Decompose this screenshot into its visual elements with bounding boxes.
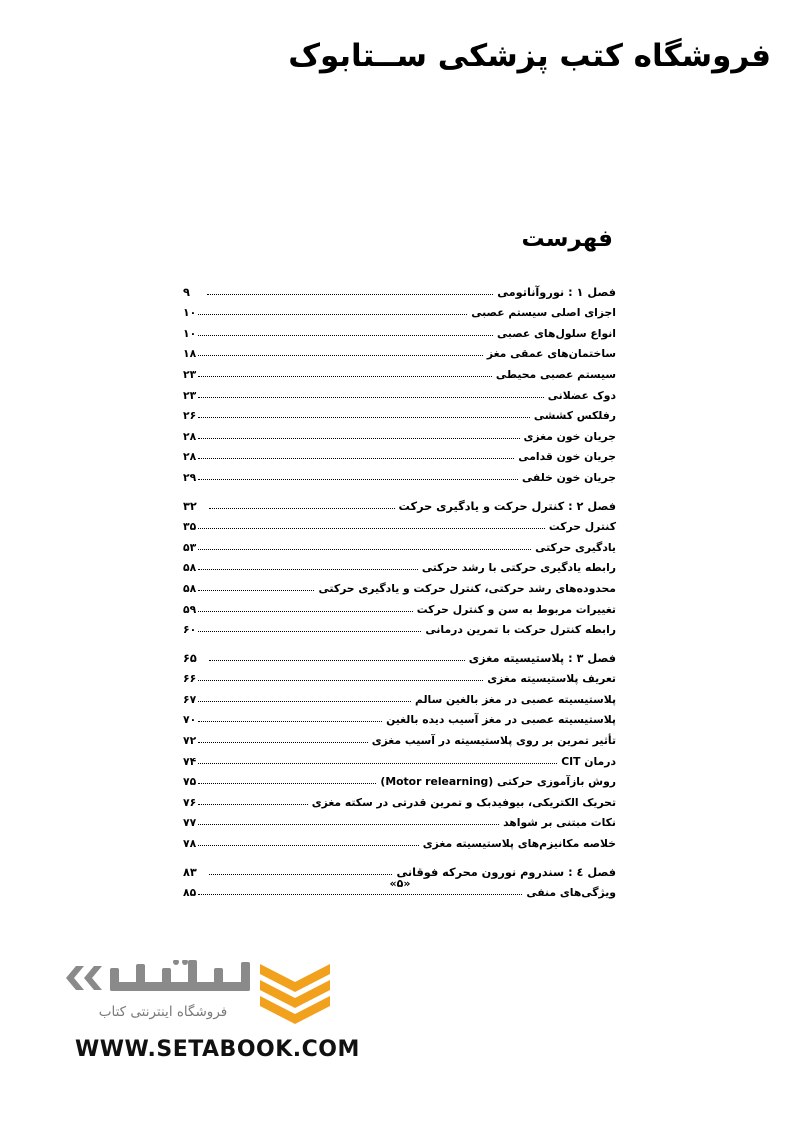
toc-page-number: ۲۸: [183, 450, 197, 464]
toc-page-number: ۸۵: [183, 886, 197, 900]
toc-page-number: ۶۷: [183, 692, 197, 706]
toc-entry-row[interactable]: [183, 616, 616, 637]
toc-chapter: [183, 492, 616, 636]
toc-entry-title: رفلکس کششی: [533, 409, 616, 423]
toc-entry-title: تعریف پلاستیسیته مغزی: [487, 672, 616, 686]
toc-leader-dots: [198, 355, 483, 356]
toc-leader-dots: [198, 845, 419, 846]
toc-leader-dots: [198, 894, 522, 895]
toc-entry-title: ویژگی‌های منفی: [526, 886, 616, 900]
toc-entry-title: پلاستیسیته عصبی در مغز بالغین سالم: [415, 692, 616, 706]
toc-entry-row[interactable]: [183, 340, 616, 361]
toc-leader-dots: [198, 824, 499, 825]
toc-page-number: ۷۴: [183, 754, 197, 768]
toc-entry-row[interactable]: [183, 595, 616, 616]
toc-entry-row[interactable]: [183, 402, 616, 423]
toc-entry-row[interactable]: [183, 574, 616, 595]
toc-chapter-title: فصل ۱ : نوروآناتومی: [497, 285, 616, 299]
setabook-logo: [62, 958, 342, 1028]
toc-chapter-title: فصل ۲ : کنترل حرکت و یادگیری حرکت: [398, 499, 616, 513]
toc-entry-title: تحریک الکتریکی، بیوفیدبک و تمرین قدرتی در سکته مغزی: [311, 795, 616, 809]
toc-entry-title: جریان خون خلفی: [522, 470, 616, 484]
toc-page-number: ۲۳: [183, 367, 197, 381]
toc-leader-dots: [207, 294, 493, 295]
toc-entry-row[interactable]: [183, 829, 616, 850]
toc-page-number: ۲۹: [183, 470, 197, 484]
toc-entry-row[interactable]: [183, 533, 616, 554]
toc-entry-row[interactable]: [183, 319, 616, 340]
toc-entry-row[interactable]: [183, 360, 616, 381]
toc-page-number: ۲۳: [183, 388, 197, 402]
toc-entry-row[interactable]: [183, 665, 616, 686]
toc-leader-dots: [198, 590, 314, 591]
toc-leader-dots: [198, 528, 545, 529]
toc-entry-title: انواع سلول‌های عصبی: [496, 326, 616, 340]
toc-entry-row[interactable]: [183, 299, 616, 320]
store-title: فروشگاه کتب پزشکی ســتابوک: [288, 38, 771, 74]
toc-entry-title: رابطه یادگیری حرکتی با رشد حرکتی: [421, 561, 616, 575]
toc-page-number: ۱۰: [183, 326, 197, 340]
toc-leader-dots: [198, 376, 492, 377]
toc-page-number: ۳۲: [183, 499, 197, 513]
toc-entry-title: محدوده‌های رشد حرکتی، کنترل حرکت و یادگیری حرکتی: [318, 581, 616, 595]
toc-page-number: ۷۶: [183, 795, 197, 809]
toc-page-number: ۷۵: [183, 775, 197, 789]
toc-leader-dots: [198, 479, 518, 480]
toc-entry-title: تأثیر تمرین بر روی پلاستیسیته در آسیب مغزی: [371, 734, 616, 748]
toc-chapter: [183, 644, 616, 850]
toc-leader-dots: [198, 314, 467, 315]
toc-entry-title: جریان خون قدامی: [518, 450, 616, 464]
logo-wordmark: [64, 960, 254, 996]
toc-page-number: ۵۹: [183, 602, 197, 616]
toc-leader-dots: [198, 569, 418, 570]
toc-page-number: ۱۸: [183, 347, 197, 361]
toc-chapter-row[interactable]: [183, 644, 616, 665]
toc-entry-title: رابطه کنترل حرکت با تمرین درمانی: [425, 623, 616, 637]
toc-page-number: ۲۶: [183, 409, 197, 423]
toc-entry-row[interactable]: [183, 747, 616, 768]
toc-page-number: ۵۳: [183, 540, 197, 554]
toc-entry-title: تغییرات مربوط به سن و کنترل حرکت: [416, 602, 616, 616]
toc-entry-title: روش بازآموزی حرکتی (Motor relearning): [380, 775, 616, 789]
toc-leader-dots: [198, 549, 531, 550]
toc-entry-title: دوک عضلانی: [547, 388, 616, 402]
toc-chapter-row[interactable]: [183, 858, 616, 879]
toc-page-number: ۵۸: [183, 581, 197, 595]
toc-page-number: ۷۰: [183, 713, 197, 727]
toc-entry-title: درمان CIT: [561, 754, 616, 768]
toc-entry-row[interactable]: [183, 768, 616, 789]
toc-entry-row[interactable]: [183, 554, 616, 575]
toc-page-number: ۱۰: [183, 306, 197, 320]
toc-entry-row[interactable]: [183, 513, 616, 534]
stacked-chevrons-icon: [260, 958, 330, 1026]
toc-leader-dots: [209, 874, 393, 875]
toc-entry-title: جریان خون مغزی: [523, 429, 616, 443]
toc-page-number: ۲۸: [183, 429, 197, 443]
toc-entry-title: سیستم عصبی محیطی: [495, 367, 616, 381]
toc-leader-dots: [198, 438, 519, 439]
toc-page-number: ۵۸: [183, 561, 197, 575]
toc-entry-row[interactable]: [183, 463, 616, 484]
toc-page-number: ۹: [183, 285, 190, 299]
toc-entry-row[interactable]: [183, 706, 616, 727]
toc-leader-dots: [198, 397, 544, 398]
toc-page-number: ۷۷: [183, 816, 197, 830]
toc-page-number: ۷۸: [183, 837, 197, 851]
toc-chapter-row[interactable]: [183, 278, 616, 299]
table-of-contents: [183, 278, 616, 907]
toc-leader-dots: [198, 804, 308, 805]
toc-leader-dots: [198, 335, 493, 336]
toc-entry-row[interactable]: [183, 381, 616, 402]
toc-entry-title: خلاصه مکانیزم‌های پلاستیسیته مغزی: [422, 837, 616, 851]
toc-leader-dots: [198, 611, 413, 612]
toc-entry-row[interactable]: [183, 685, 616, 706]
toc-page-number: ۶۵: [183, 651, 197, 665]
toc-leader-dots: [198, 783, 376, 784]
toc-page-number: ۶۶: [183, 672, 197, 686]
toc-leader-dots: [198, 680, 483, 681]
toc-entry-title: یادگیری حرکتی: [535, 540, 616, 554]
toc-heading: فهرست: [521, 226, 613, 252]
toc-entry-title: پلاستیسیته عصبی در مغز آسیب دیده بالغین: [386, 713, 616, 727]
toc-chapter-title: فصل ٤ : سندروم نورون محرکه فوقانی: [396, 865, 616, 879]
page-number: «۵»: [389, 877, 411, 890]
toc-leader-dots: [198, 631, 421, 632]
website-url[interactable]: WWW.SETABOOK.COM: [75, 1037, 360, 1062]
toc-entry-row[interactable]: [183, 788, 616, 809]
toc-page-number: ۸۳: [183, 865, 197, 879]
toc-page-number: ۶۰: [183, 623, 197, 637]
toc-entry-row[interactable]: [183, 726, 616, 747]
toc-leader-dots: [198, 701, 411, 702]
toc-entry-row[interactable]: [183, 809, 616, 830]
toc-page-number: ۳۵: [183, 520, 197, 534]
toc-entry-row[interactable]: [183, 443, 616, 464]
toc-leader-dots: [198, 721, 382, 722]
toc-leader-dots: [209, 508, 395, 509]
toc-leader-dots: [209, 660, 465, 661]
toc-chapter: [183, 278, 616, 484]
toc-leader-dots: [198, 458, 514, 459]
toc-entry-row[interactable]: [183, 422, 616, 443]
toc-chapter-title: فصل ۳ : پلاستیسیته مغزی: [468, 651, 616, 665]
toc-entry-title: کنترل حرکت: [548, 520, 616, 534]
toc-leader-dots: [198, 763, 557, 764]
toc-leader-dots: [198, 742, 368, 743]
toc-page-number: ۷۲: [183, 734, 197, 748]
toc-entry-title: نکات مبتنی بر شواهد: [503, 816, 616, 830]
logo-tagline: فروشگاه اینترنتی کتاب: [98, 1004, 228, 1020]
toc-entry-title: ساختمان‌های عمقی مغز: [486, 347, 616, 361]
toc-leader-dots: [198, 417, 530, 418]
toc-chapter-row[interactable]: [183, 492, 616, 513]
toc-entry-title: اجزای اصلی سیستم عصبی: [471, 306, 616, 320]
